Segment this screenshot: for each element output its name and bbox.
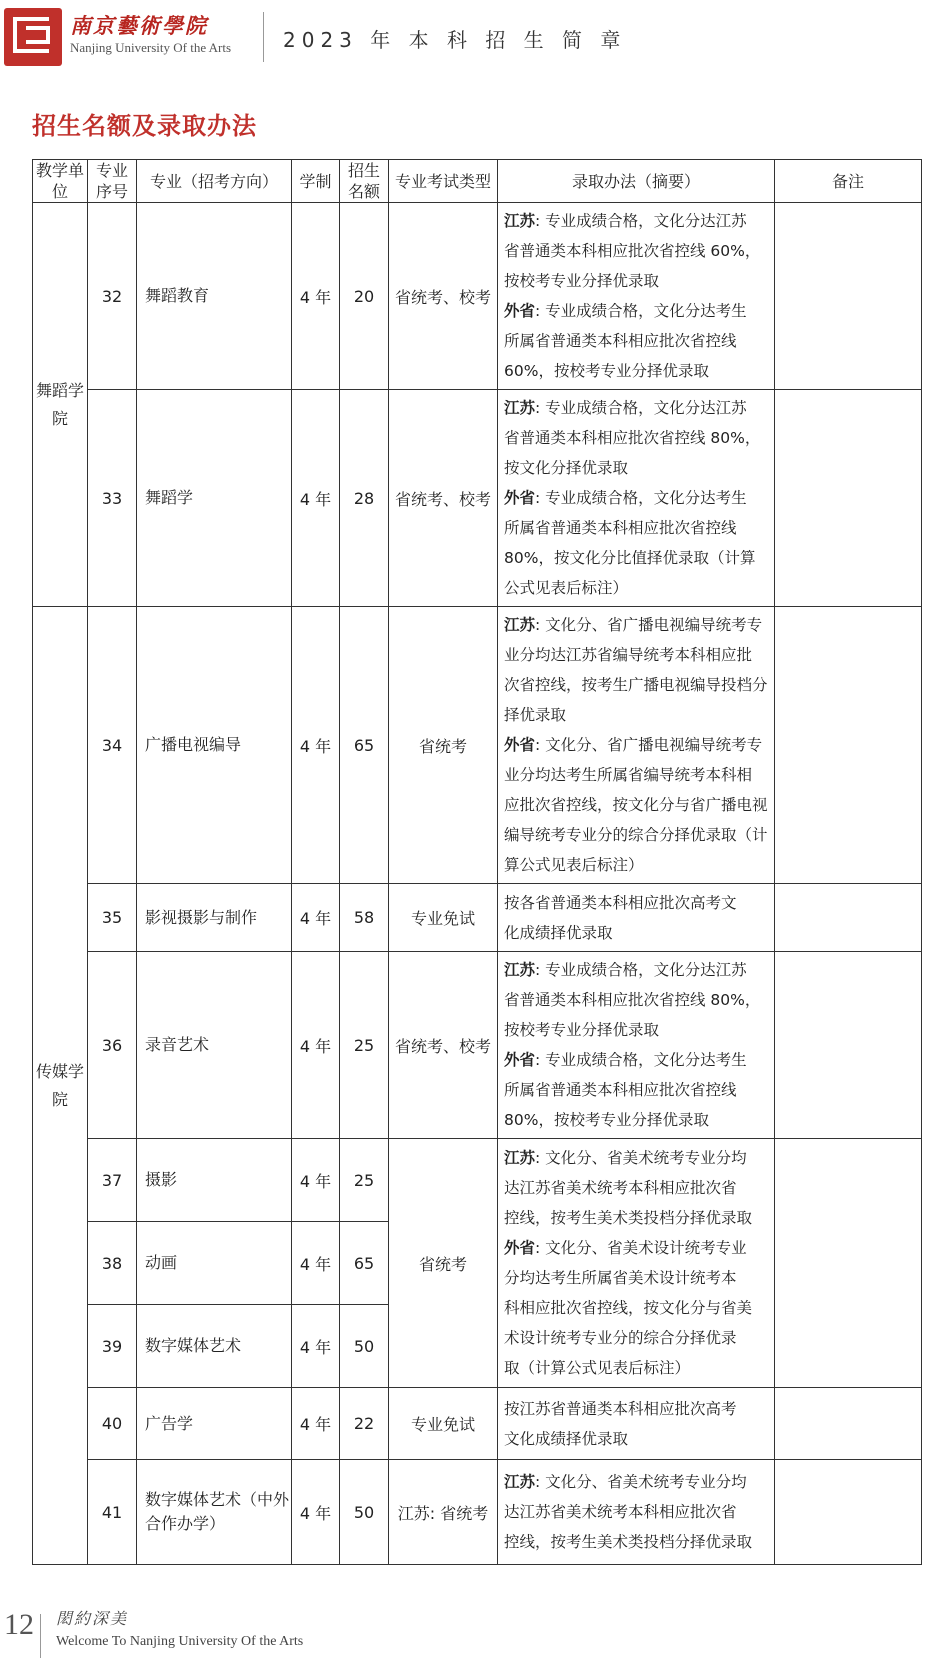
exam-type: 省统考、校考: [389, 952, 498, 1139]
major-name: 广播电视编导: [137, 607, 292, 884]
footer-slogan: 閎約深美: [56, 1609, 129, 1628]
table-row: [33, 1388, 922, 1460]
region-label: 外省: [504, 1051, 536, 1069]
region-label: 外省: [504, 736, 536, 754]
notes-cell: [775, 952, 922, 1139]
footer-divider: [40, 1614, 41, 1658]
years: 4 年: [292, 952, 340, 1139]
table-row: [33, 884, 922, 952]
notes-cell: [775, 390, 922, 607]
years: 4 年: [292, 1460, 340, 1565]
exam-type: 江苏: 省统考: [389, 1460, 498, 1565]
major-no: 34: [88, 607, 137, 884]
major-no: 33: [88, 390, 137, 607]
admission-method: 按江苏省普通类本科相应批次高考 文化成绩择优录取: [498, 1388, 775, 1460]
quota: 28: [340, 390, 389, 607]
region-label: 江苏: [504, 961, 536, 979]
admission-method: 江苏: 专业成绩合格，文化分达江苏 省普通类本科相应批次省控线 60%， 按校考专业分择优录取 外省: 专业成绩合格，文化分达考生 所属省普通类本科相应批次省控线 60%，按校考专业分择优录取: [498, 203, 775, 390]
page-number: 12: [4, 1608, 34, 1641]
admission-method: 江苏: 文化分、省美术统考专业分均 达江苏省美术统考本科相应批次省 控线，按考生美术类投档分择优录取: [498, 1460, 775, 1565]
admission-method: 按各省普通类本科相应批次高考文 化成绩择优录取: [498, 884, 775, 952]
admission-method: 江苏: 文化分、省广播电视编导统考专 业分均达江苏省编导统考本科相应批 次省控线，按考生广播电视编导投档分 择优录取 外省: 文化分、省广播电视编导统考专 业分均达考生所属省编导统考本科相 应批次省控线，按文化分与省广播电视 编导统考专业分的综合分择优录取（计 算公式见表后标注）: [498, 607, 775, 884]
exam-type: 专业免试: [389, 884, 498, 952]
table-row: [33, 1139, 922, 1222]
table-header-row: [33, 160, 922, 203]
university-logo-seal: [4, 8, 62, 66]
table-row: [33, 607, 922, 884]
region-label: 江苏: [504, 616, 536, 634]
admission-method: 江苏: 专业成绩合格，文化分达江苏 省普通类本科相应批次省控线 80%， 按校考专业分择优录取 外省: 专业成绩合格，文化分达考生 所属省普通类本科相应批次省控线 80%，按校考专业分择优录取: [498, 952, 775, 1139]
quota: 20: [340, 203, 389, 390]
major-no: 37: [88, 1139, 137, 1222]
major-no: 41: [88, 1460, 137, 1565]
quota: 65: [340, 1222, 389, 1305]
notes-cell: [775, 1388, 922, 1460]
exam-type: 省统考: [389, 607, 498, 884]
brochure-title: 2023 年 本 科 招 生 简 章: [283, 28, 627, 52]
region-label: 江苏: [504, 1149, 536, 1167]
quota: 25: [340, 1139, 389, 1222]
quota: 65: [340, 607, 389, 884]
col-header-unit: 教学单位: [33, 160, 88, 203]
exam-type: 省统考: [389, 1139, 498, 1388]
col-header-major: 专业（招考方向）: [137, 160, 292, 203]
col-header-quota: 招生名额: [340, 160, 389, 203]
years: 4 年: [292, 1388, 340, 1460]
col-header-years: 学制: [292, 160, 340, 203]
years: 4 年: [292, 1305, 340, 1388]
major-name: 数字媒体艺术（中外合作办学）: [137, 1460, 292, 1565]
quota: 22: [340, 1388, 389, 1460]
region-label: 外省: [504, 1239, 536, 1257]
major-no: 39: [88, 1305, 137, 1388]
col-header-method: 录取办法（摘要）: [498, 160, 775, 203]
footer-english: Welcome To Nanjing University Of the Arts: [56, 1634, 304, 1649]
region-label: 江苏: [504, 1473, 536, 1491]
col-header-no: 专业序号: [88, 160, 137, 203]
years: 4 年: [292, 203, 340, 390]
college-cell-dance: 舞蹈学院: [33, 203, 88, 607]
years: 4 年: [292, 884, 340, 952]
notes-cell: [775, 203, 922, 390]
table-row: [33, 390, 922, 607]
table-row: [33, 952, 922, 1139]
major-name: 广告学: [137, 1388, 292, 1460]
years: 4 年: [292, 607, 340, 884]
exam-type: 省统考、校考: [389, 390, 498, 607]
major-name: 舞蹈教育: [137, 203, 292, 390]
major-no: 38: [88, 1222, 137, 1305]
quota: 25: [340, 952, 389, 1139]
header-divider: [263, 12, 264, 62]
section-title: 招生名额及录取办法: [32, 112, 257, 140]
major-name: 摄影: [137, 1139, 292, 1222]
major-name: 影视摄影与制作: [137, 884, 292, 952]
quota: 58: [340, 884, 389, 952]
major-name: 动画: [137, 1222, 292, 1305]
university-name-cn: 南京藝術學院: [70, 13, 208, 38]
admission-method: 江苏: 文化分、省美术统考专业分均 达江苏省美术统考本科相应批次省 控线，按考生美术类投档分择优录取 外省: 文化分、省美术设计统考专业 分均达考生所属省美术设计统考本 科相应批次省控线，按文化分与省美 术设计统考专业分的综合分择优录 取（计算公式见表后标注）: [498, 1139, 775, 1388]
table-row: [33, 1460, 922, 1565]
major-no: 32: [88, 203, 137, 390]
region-label: 江苏: [504, 399, 536, 417]
years: 4 年: [292, 390, 340, 607]
exam-type: 专业免试: [389, 1388, 498, 1460]
notes-cell: [775, 884, 922, 952]
major-name: 数字媒体艺术: [137, 1305, 292, 1388]
college-cell-media: 传媒学院: [33, 607, 88, 1565]
major-no: 35: [88, 884, 137, 952]
notes-cell: [775, 1139, 922, 1388]
region-label: 外省: [504, 302, 536, 320]
region-label: 江苏: [504, 212, 536, 230]
years: 4 年: [292, 1222, 340, 1305]
notes-cell: [775, 607, 922, 884]
region-label: 外省: [504, 489, 536, 507]
major-name: 录音艺术: [137, 952, 292, 1139]
quota: 50: [340, 1460, 389, 1565]
major-name: 舞蹈学: [137, 390, 292, 607]
exam-type: 省统考、校考: [389, 203, 498, 390]
admission-method: 江苏: 专业成绩合格，文化分达江苏 省普通类本科相应批次省控线 80%， 按文化分择优录取 外省: 专业成绩合格，文化分达考生 所属省普通类本科相应批次省控线 80%，按文化分比值择优录取（计算 公式见表后标注）: [498, 390, 775, 607]
university-name-en: Nanjing University Of the Arts: [70, 40, 232, 55]
notes-cell: [775, 1460, 922, 1565]
major-no: 40: [88, 1388, 137, 1460]
col-header-exam: 专业考试类型: [389, 160, 498, 203]
years: 4 年: [292, 1139, 340, 1222]
admission-table: [32, 159, 922, 1565]
page-header: [0, 0, 926, 76]
table-row: [33, 203, 922, 390]
col-header-notes: 备注: [775, 160, 922, 203]
major-no: 36: [88, 952, 137, 1139]
page-footer: [0, 1596, 926, 1679]
quota: 50: [340, 1305, 389, 1388]
